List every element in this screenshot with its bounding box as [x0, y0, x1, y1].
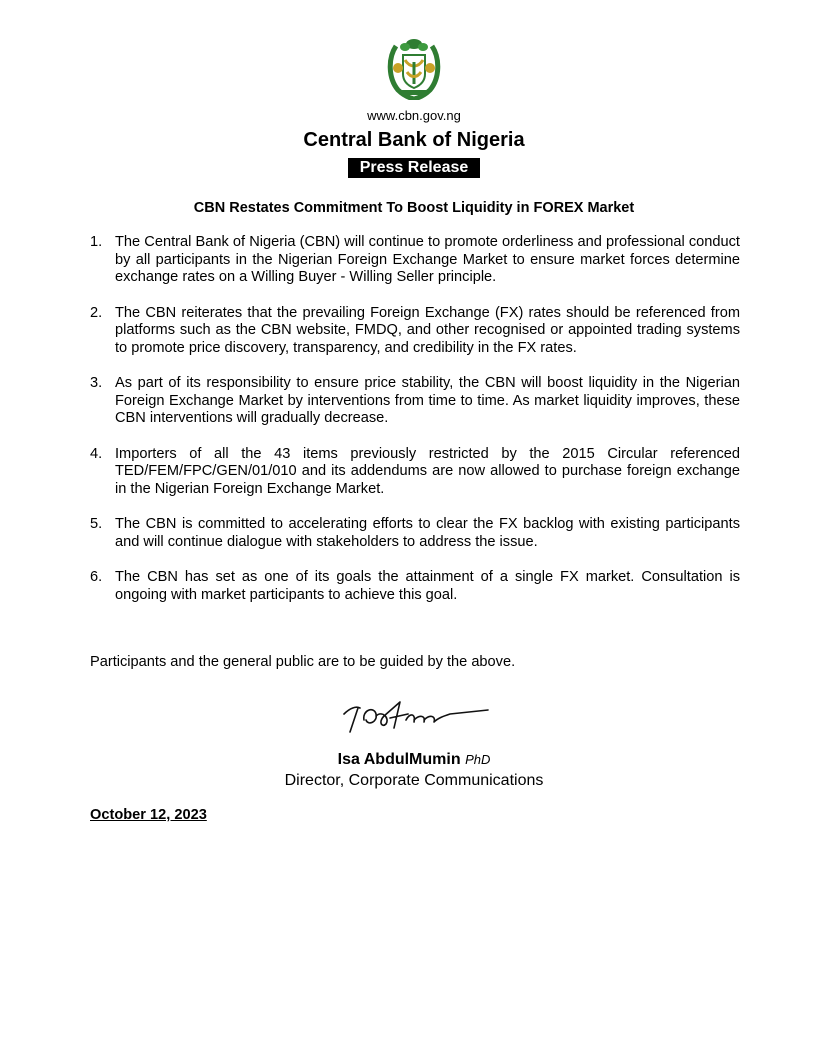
website-url: www.cbn.gov.ng: [367, 108, 461, 123]
paragraph-number: 5.: [90, 516, 103, 532]
paragraph-text: The CBN reiterates that the prevailing Foreign Exchange (FX) rates should be referenced from platforms such as the CBN website, FMDQ, and other recognised or appointed trading systems to promote price discovery, transparency, and credibility in the FX rates.: [115, 304, 740, 356]
signatory-name: Isa AbdulMumin: [337, 751, 461, 768]
paragraph-number: 6.: [90, 569, 103, 585]
paragraph-text: As part of its responsibility to ensure price stability, the CBN will boost liquidity in the Nigerian Foreign Exchange Market by interventions from time to time. As market liquidity improves, these CBN interventions will gradually decrease.: [115, 375, 740, 426]
organization-name: Central Bank of Nigeria: [303, 129, 525, 151]
press-release-label: Press Release: [348, 158, 480, 178]
paragraph-item: [90, 446, 740, 499]
numbered-paragraphs: [90, 234, 740, 622]
paragraph-item: [90, 569, 740, 604]
signatory-title: Director, Corporate Communications: [284, 772, 544, 789]
signatory-line: [0, 750, 813, 770]
paragraph-item: [90, 234, 740, 287]
paragraph-item: [90, 305, 740, 358]
paragraph-number: 3.: [90, 375, 103, 391]
paragraph-number: 4.: [90, 445, 103, 462]
paragraph-text: The Central Bank of Nigeria (CBN) will continue to promote orderliness and professional conduct by all participants in the Nigerian Foreign Exchange Market to ensure market forces determine exchange rates on a Willing Buyer - Willing Seller principle.: [115, 234, 740, 285]
signatory-degree: PhD: [465, 752, 491, 767]
paragraph-item: [90, 516, 740, 551]
paragraph-number: 1.: [90, 234, 103, 250]
handwritten-signature: [338, 692, 498, 738]
paragraph-text: The CBN is committed to accelerating efforts to clear the FX backlog with existing participants and will continue dialogue with stakeholders to address the issue.: [115, 516, 740, 550]
cbn-crest-icon: [386, 38, 442, 100]
press-headline: CBN Restates Commitment To Boost Liquidity in FOREX Market: [193, 200, 635, 216]
paragraph-number: 2.: [90, 304, 103, 321]
paragraph-text: The CBN has set as one of its goals the attainment of a single FX market. Consultation is ongoing with market participants to achieve this goal.: [115, 569, 740, 603]
paragraph-text: Importers of all the 43 items previously restricted by the 2015 Circular referenced TED/FEM/FPC/GEN/01/010 and its addendums are now allowed to purchase foreign exchange in the Nigerian Foreign Exchange Market.: [115, 445, 740, 497]
closing-statement: Participants and the general public are to be guided by the above.: [90, 654, 516, 670]
paragraph-item: [90, 375, 740, 428]
release-date: October 12, 2023: [90, 807, 207, 823]
